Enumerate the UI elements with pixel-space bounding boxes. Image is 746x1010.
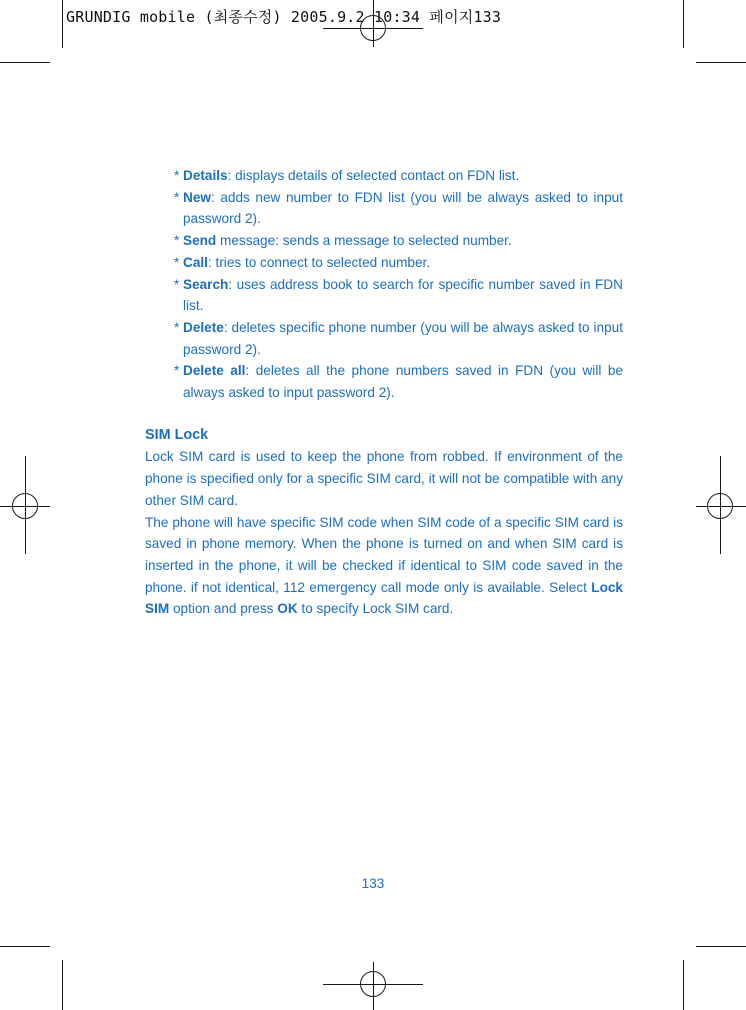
term-new: New [183, 189, 211, 205]
key-ok: OK [277, 601, 298, 617]
term-details: Details [183, 168, 228, 183]
fdn-options-list [145, 165, 623, 404]
bullet-star: * [174, 189, 180, 205]
crop-mark [696, 946, 746, 947]
crop-mark [62, 960, 63, 1010]
registration-mark-top-hline [323, 28, 423, 29]
list-item [145, 165, 623, 187]
crop-mark [683, 0, 684, 48]
list-item [145, 360, 623, 403]
desc-delete-all: : deletes all the phone numbers saved in FDN (you will be always asked to input password 2). [183, 363, 623, 401]
term-delete-all: Delete all [183, 363, 246, 379]
bullet-star: * [174, 254, 180, 270]
bullet-star: * [174, 363, 180, 379]
paragraph-sim-lock-intro: Lock SIM card is used to keep the phone from robbed. If environment of the phone is specified only for a specific SIM card, it will not be compatible with any other SIM card. [145, 449, 623, 508]
term-search: Search [183, 276, 229, 292]
desc-send: message: sends a message to selected number. [216, 233, 512, 249]
crop-mark [62, 0, 63, 48]
crop-mark [696, 62, 746, 63]
bullet-star: * [174, 276, 180, 292]
para2-end: to specify Lock SIM card. [297, 601, 454, 617]
desc-new: : adds new number to FDN list (you will be always asked to input password 2). [183, 189, 623, 227]
list-item [145, 274, 623, 317]
section-title: SIM Lock [145, 426, 209, 443]
bullet-star: * [174, 168, 180, 183]
registration-mark-right-hline [696, 506, 746, 507]
desc-details: : displays details of selected contact on FDN list. [227, 168, 520, 183]
crop-mark [0, 946, 50, 947]
term-call: Call [183, 254, 208, 270]
list-item [145, 230, 623, 252]
list-item [145, 317, 623, 360]
registration-mark-right-vline [720, 456, 721, 554]
paragraph-sim-lock-details [145, 512, 623, 621]
list-item [145, 187, 623, 230]
registration-mark-left-hline [0, 506, 50, 507]
desc-delete: : deletes specific phone number (you will be always asked to input password 2). [183, 319, 623, 357]
print-slug-header: GRUNDIG mobile (최종수정) 2005.9.2 10:34 페이지133 [66, 8, 502, 26]
term-delete: Delete [183, 319, 224, 335]
page-content [145, 165, 623, 620]
bullet-star: * [174, 233, 180, 249]
registration-mark-left-vline [25, 456, 26, 554]
desc-call: : tries to connect to selected number. [207, 254, 431, 270]
para2-text: The phone will have specific SIM code when SIM code of a specific SIM card is saved in phone memory. When the phone is turned on and when SIM card is inserted in the phone, it will be checked if identical to SIM code saved in the phone. if not identical, 112 emergency call mode only is available. Select [145, 514, 623, 595]
registration-mark-bottom-hline [323, 984, 423, 985]
para2-mid: option and press [169, 601, 278, 617]
page-number: 133 [361, 876, 385, 891]
crop-mark [683, 960, 684, 1010]
list-item [145, 252, 623, 274]
term-send: Send [183, 233, 217, 249]
desc-search: : uses address book to search for specific number saved in FDN list. [183, 276, 623, 314]
bullet-star: * [174, 319, 180, 335]
crop-mark [0, 62, 50, 63]
option-lock-sim: Lock SIM [145, 579, 623, 617]
registration-mark-bottom-vline [373, 962, 374, 1010]
